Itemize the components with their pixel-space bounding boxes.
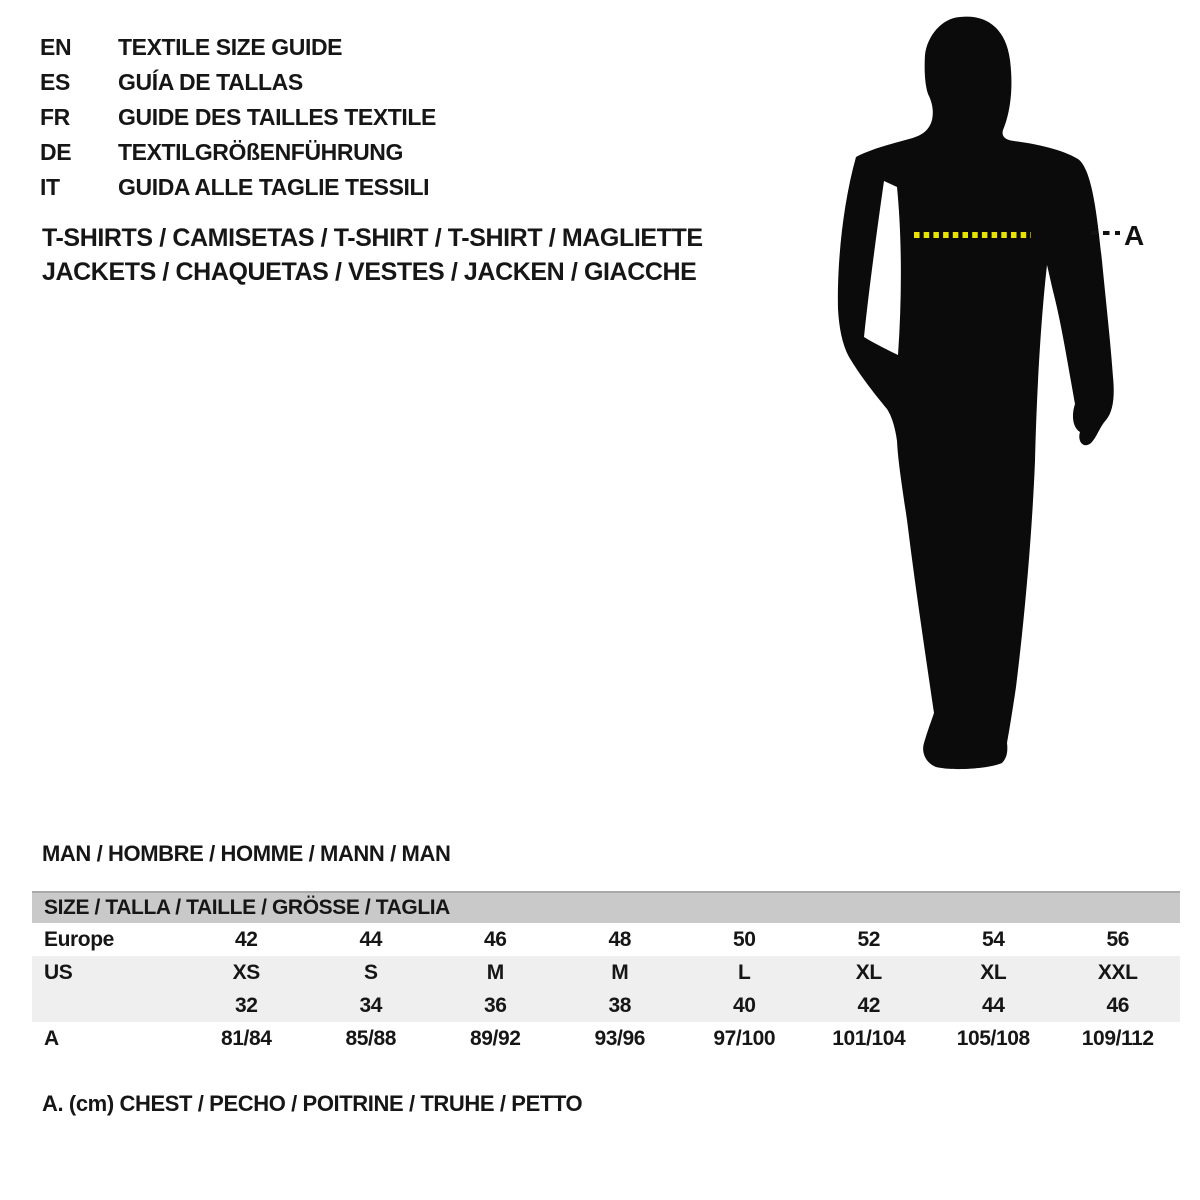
row-label: [32, 989, 184, 1022]
size-cell: 34: [359, 993, 383, 1017]
footnote: A. (cm) CHEST / PECHO / POITRINE / TRUHE / PETTO: [42, 1091, 583, 1116]
size-cell: 97/100: [713, 1026, 776, 1050]
size-cell: 89/92: [469, 1026, 521, 1050]
language-title: GUIDE DES TAILLES TEXTILE: [118, 104, 436, 130]
size-cell: 85/88: [345, 1026, 397, 1050]
size-cell: 42: [857, 993, 881, 1017]
language-title: GUÍA DE TALLAS: [118, 69, 303, 95]
size-cell: 40: [732, 993, 756, 1017]
size-cell: XL: [980, 960, 1007, 984]
size-cell: XL: [855, 960, 882, 984]
language-code: DE: [40, 139, 72, 165]
language-code: ES: [40, 69, 70, 95]
measure-label-a: A: [1124, 220, 1145, 251]
size-cell: 105/108: [956, 1026, 1030, 1050]
size-cell: 42: [234, 927, 258, 951]
size-cell: 38: [608, 993, 632, 1017]
language-title: TEXTILGRÖßENFÜHRUNG: [118, 139, 403, 165]
man-silhouette: [838, 17, 1114, 769]
size-cell: 48: [608, 927, 632, 951]
category-line-tshirts: T-SHIRTS / CAMISETAS / T-SHIRT / T-SHIRT / MAGLIETTE: [42, 224, 703, 252]
language-code: IT: [40, 174, 60, 200]
language-code: EN: [40, 34, 72, 60]
language-code: FR: [40, 104, 70, 130]
size-cell: XS: [232, 960, 260, 984]
size-cell: L: [738, 960, 751, 984]
table-row-us: [32, 956, 1180, 989]
row-label: A: [44, 1026, 59, 1050]
size-cell: 36: [483, 993, 507, 1017]
size-cell: 32: [234, 993, 258, 1017]
size-cell: 56: [1106, 927, 1130, 951]
row-label: US: [44, 960, 73, 984]
category-line-jackets: JACKETS / CHAQUETAS / VESTES / JACKEN / GIACCHE: [42, 258, 697, 286]
size-cell: 44: [359, 927, 383, 951]
table-row-chest-a: [32, 1022, 1180, 1055]
size-cell: 46: [1106, 993, 1130, 1017]
language-title: GUIDA ALLE TAGLIE TESSILI: [118, 174, 430, 200]
size-table: [32, 891, 1180, 1055]
size-table-header: SIZE / TALLA / TAILLE / GRÖSSE / TAGLIA: [32, 891, 1180, 923]
size-cell: 109/112: [1081, 1026, 1154, 1050]
size-cell: XXL: [1097, 960, 1138, 984]
table-row-us-numeric: [32, 989, 1180, 1022]
size-cell: M: [486, 960, 504, 984]
size-cell: 50: [732, 927, 756, 951]
row-label: Europe: [44, 927, 114, 951]
language-title: TEXTILE SIZE GUIDE: [118, 34, 343, 60]
section-title: MAN / HOMBRE / HOMME / MANN / MAN: [42, 841, 451, 866]
size-cell: 54: [981, 927, 1005, 951]
table-row-europe: [32, 923, 1180, 956]
size-cell: 101/104: [832, 1026, 906, 1050]
size-cell: 93/96: [594, 1026, 646, 1050]
size-cell: 46: [483, 927, 507, 951]
size-cell: M: [611, 960, 629, 984]
size-cell: 52: [857, 927, 881, 951]
size-cell: 44: [981, 993, 1005, 1017]
size-cell: S: [363, 960, 378, 984]
size-cell: 81/84: [220, 1026, 272, 1050]
